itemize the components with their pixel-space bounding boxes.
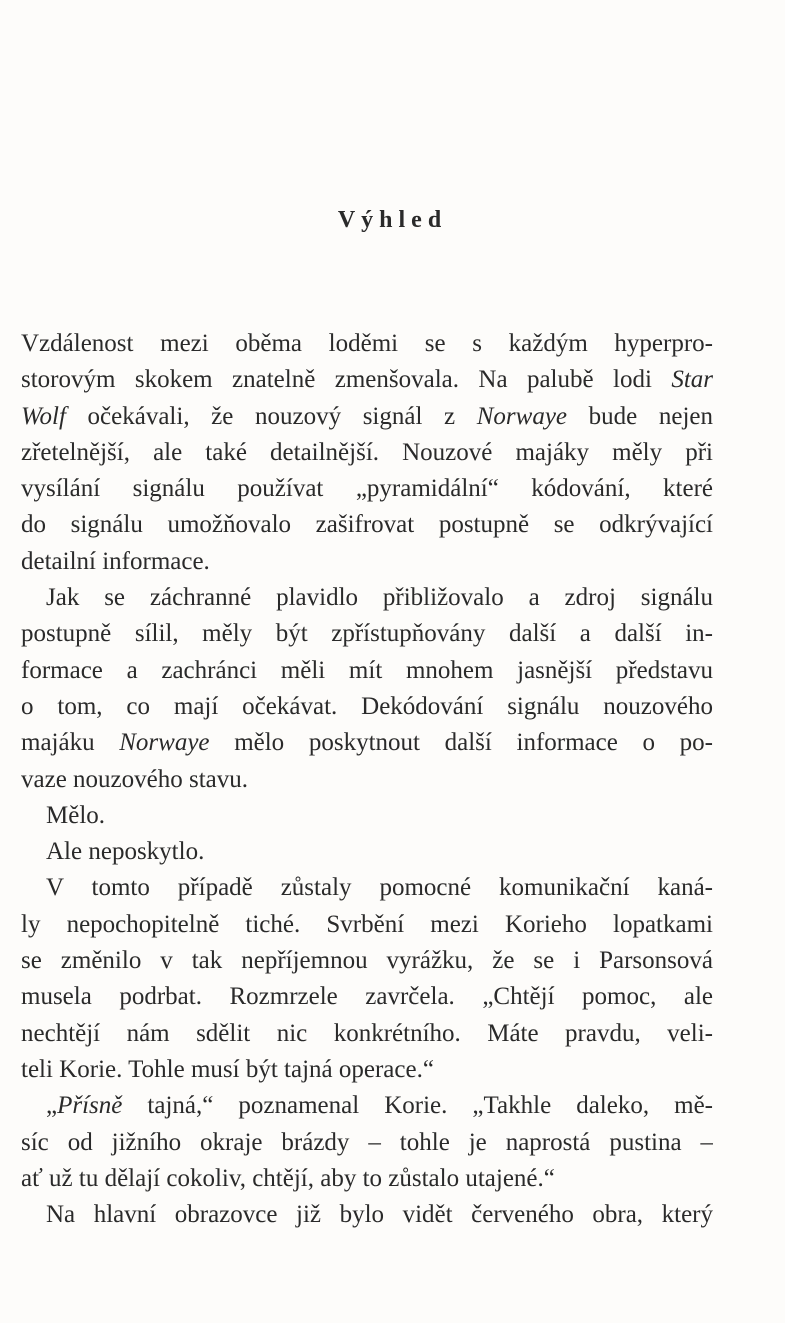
paragraph bbox=[21, 798, 713, 834]
text-line: postupně sílil, měly být zpřístupňovány další a další in- bbox=[21, 620, 713, 648]
text-line: nechtějí nám sdělit nic konkrétního. Máte pravdu, veli- bbox=[21, 1019, 713, 1047]
text-line: detailní informace. bbox=[21, 547, 210, 575]
text-line: „Přísně tajná,“ poznamenal Korie. „Takhle daleko, mě- bbox=[46, 1092, 713, 1120]
text-line: Wolf očekávali, že nouzový signál z Norwaye bude nejen bbox=[21, 402, 713, 430]
paragraph bbox=[21, 326, 713, 580]
chapter-title: Výhled bbox=[337, 207, 448, 233]
paragraph bbox=[21, 1088, 713, 1197]
text-line: majáku Norwaye mělo poskytnout další informace o po- bbox=[21, 729, 713, 757]
text-line: vaze nouzového stavu. bbox=[21, 765, 249, 793]
paragraph bbox=[21, 1197, 713, 1233]
italic-text: Star bbox=[671, 366, 713, 394]
text-line: ať už tu dělají cokoliv, chtějí, aby to zůstalo utajené.“ bbox=[21, 1164, 555, 1192]
paragraph bbox=[21, 580, 713, 798]
italic-text: Norwaye bbox=[476, 402, 568, 430]
text-line: storovým skokem znatelně zmenšovala. Na palubě lodi Star bbox=[21, 366, 713, 394]
text-line: Ale neposkytlo. bbox=[46, 838, 205, 866]
text-line: se změnilo v tak nepříjemnou vyrážku, že se i Parsonsová bbox=[21, 947, 713, 975]
text-line: V tomto případě zůstaly pomocné komunikační kaná- bbox=[46, 874, 713, 902]
text-line: do signálu umožňovalo zašifrovat postupně se odkrývající bbox=[21, 511, 713, 539]
italic-text: Wolf bbox=[21, 402, 66, 430]
text-line: musela podrbat. Rozmrzele zavrčela. „Chtějí pomoc, ale bbox=[21, 983, 713, 1011]
paragraph bbox=[21, 834, 713, 870]
italic-text: Přísně bbox=[57, 1092, 123, 1120]
text-line: zřetelnější, ale také detailnější. Nouzové majáky měly při bbox=[21, 438, 713, 466]
text-line: Jak se záchranné plavidlo přibližovalo a zdroj signálu bbox=[46, 584, 713, 612]
text-line: ly nepochopitelně tiché. Svrbění mezi Korieho lopatkami bbox=[21, 910, 713, 938]
text-line: teli Korie. Tohle musí být tajná operace.“ bbox=[21, 1055, 434, 1083]
paragraph bbox=[21, 870, 713, 1088]
text-line: vysílání signálu používat „pyramidální“ kódování, které bbox=[21, 475, 713, 503]
body-text bbox=[21, 326, 713, 1233]
text-line: formace a zachránci měli mít mnohem jasnější představu bbox=[21, 656, 713, 684]
text-line: Vzdálenost mezi oběma loděmi se s každým hyperpro- bbox=[21, 330, 713, 357]
text-line: Na hlavní obrazovce již bylo vidět červeného obra, který bbox=[46, 1201, 713, 1229]
italic-text: Norwaye bbox=[119, 729, 210, 757]
text-line: Mělo. bbox=[46, 801, 106, 829]
text-line: o tom, co mají očekávat. Dekódování signálu nouzového bbox=[21, 692, 713, 720]
text-line: síc od jižního okraje brázdy – tohle je naprostá pustina – bbox=[21, 1128, 713, 1156]
